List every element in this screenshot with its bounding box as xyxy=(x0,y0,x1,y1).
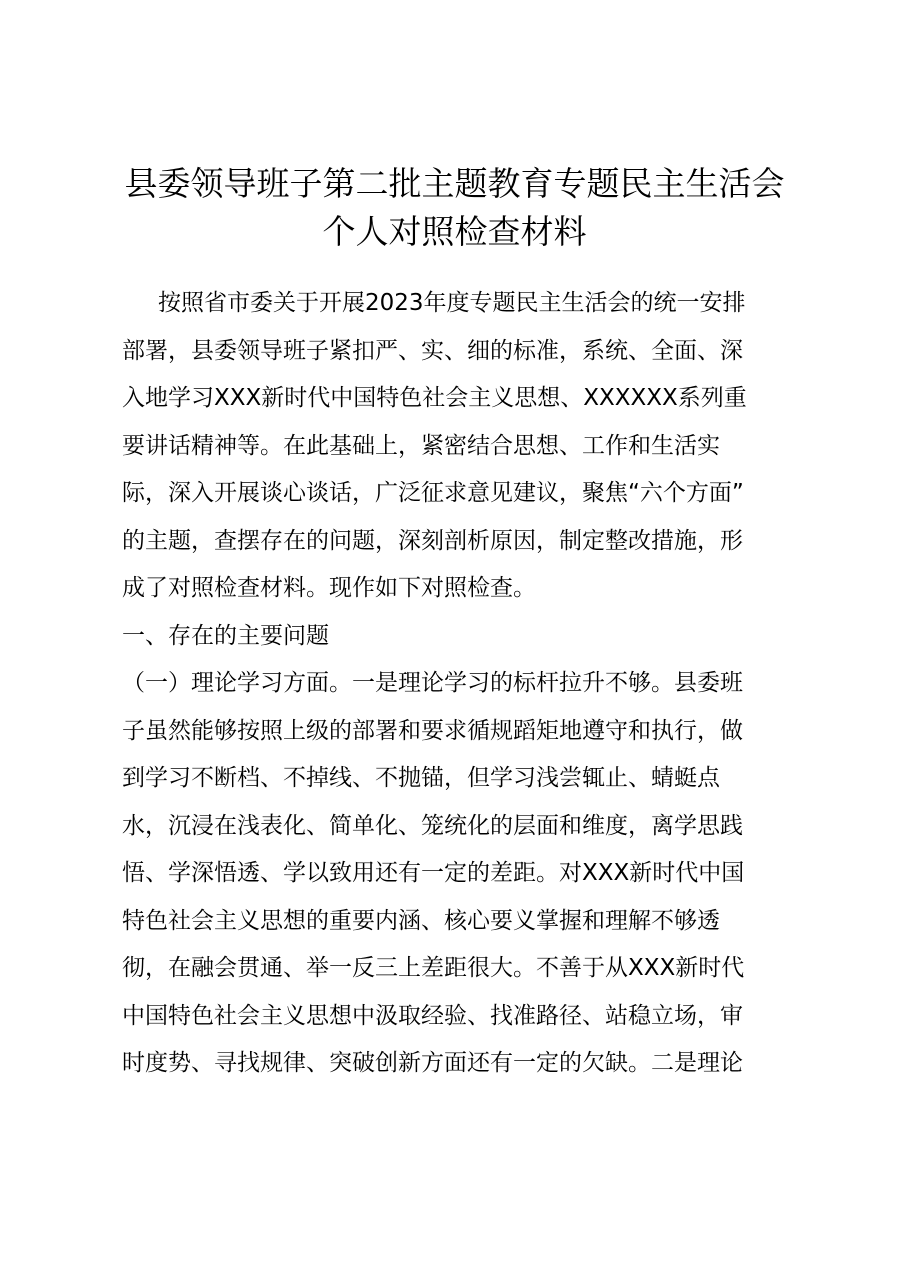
document-body xyxy=(122,285,802,1093)
body-line: 特色社会主义思想的重要内涵、核心要义掌握和理解不够透 xyxy=(122,907,720,934)
title-line-2: 个人对照检查材料 xyxy=(322,212,587,251)
body-line: 水，沉浸在浅表化、简单化、笼统化的层面和维度，离学思践 xyxy=(122,812,743,839)
subsection-line: （一）理论学习方面。一是理论学习的标杆拉升不够。县委班 xyxy=(122,670,743,696)
body-line: 要讲话精神等。在此基础上，紧密结合思想、工作和生活实 xyxy=(122,432,720,459)
title-line-1: 县委领导班子第二批主题教育专题民主生活会 xyxy=(124,164,785,203)
body-line: 到学习不断档、不掉线、不抛锚，但学习浅尝辄止、蜻蜓点 xyxy=(122,765,720,791)
body-line: 悟、学深悟透、学以致用还有一定的差距。对XXX新时代中国 xyxy=(122,860,745,886)
section-heading: 一、存在的主要问题 xyxy=(122,622,329,649)
document-title xyxy=(0,160,909,256)
body-line: 中国特色社会主义思想中汲取经验、找准路径、站稳立场，审 xyxy=(122,1002,743,1029)
body-line: 入地学习XXX新时代中国特色社会主义思想、XXXXXX系列重 xyxy=(122,385,747,411)
body-line: 时度势、寻找规律、突破创新方面还有一定的欠缺。二是理论 xyxy=(122,1050,743,1076)
body-line: 子虽然能够按照上级的部署和要求循规蹈矩地遵守和执行，做 xyxy=(122,717,743,744)
body-line: 按照省市委关于开展2023年度专题民主生活会的统一安排 xyxy=(158,290,746,316)
body-line: 际，深入开展谈心谈话，广泛征求意见建议，聚焦“六个方面” xyxy=(122,480,744,506)
body-line: 部署，县委领导班子紧扣严、实、细的标准，系统、全面、深 xyxy=(122,337,743,364)
body-line: 成了对照检查材料。现作如下对照检查。 xyxy=(122,575,536,601)
body-line: 的主题，查摆存在的问题，深刻剖析原因，制定整改措施，形 xyxy=(122,527,743,554)
body-line: 彻，在融会贯通、举一反三上差距很大。不善于从XXX新时代 xyxy=(122,955,745,981)
